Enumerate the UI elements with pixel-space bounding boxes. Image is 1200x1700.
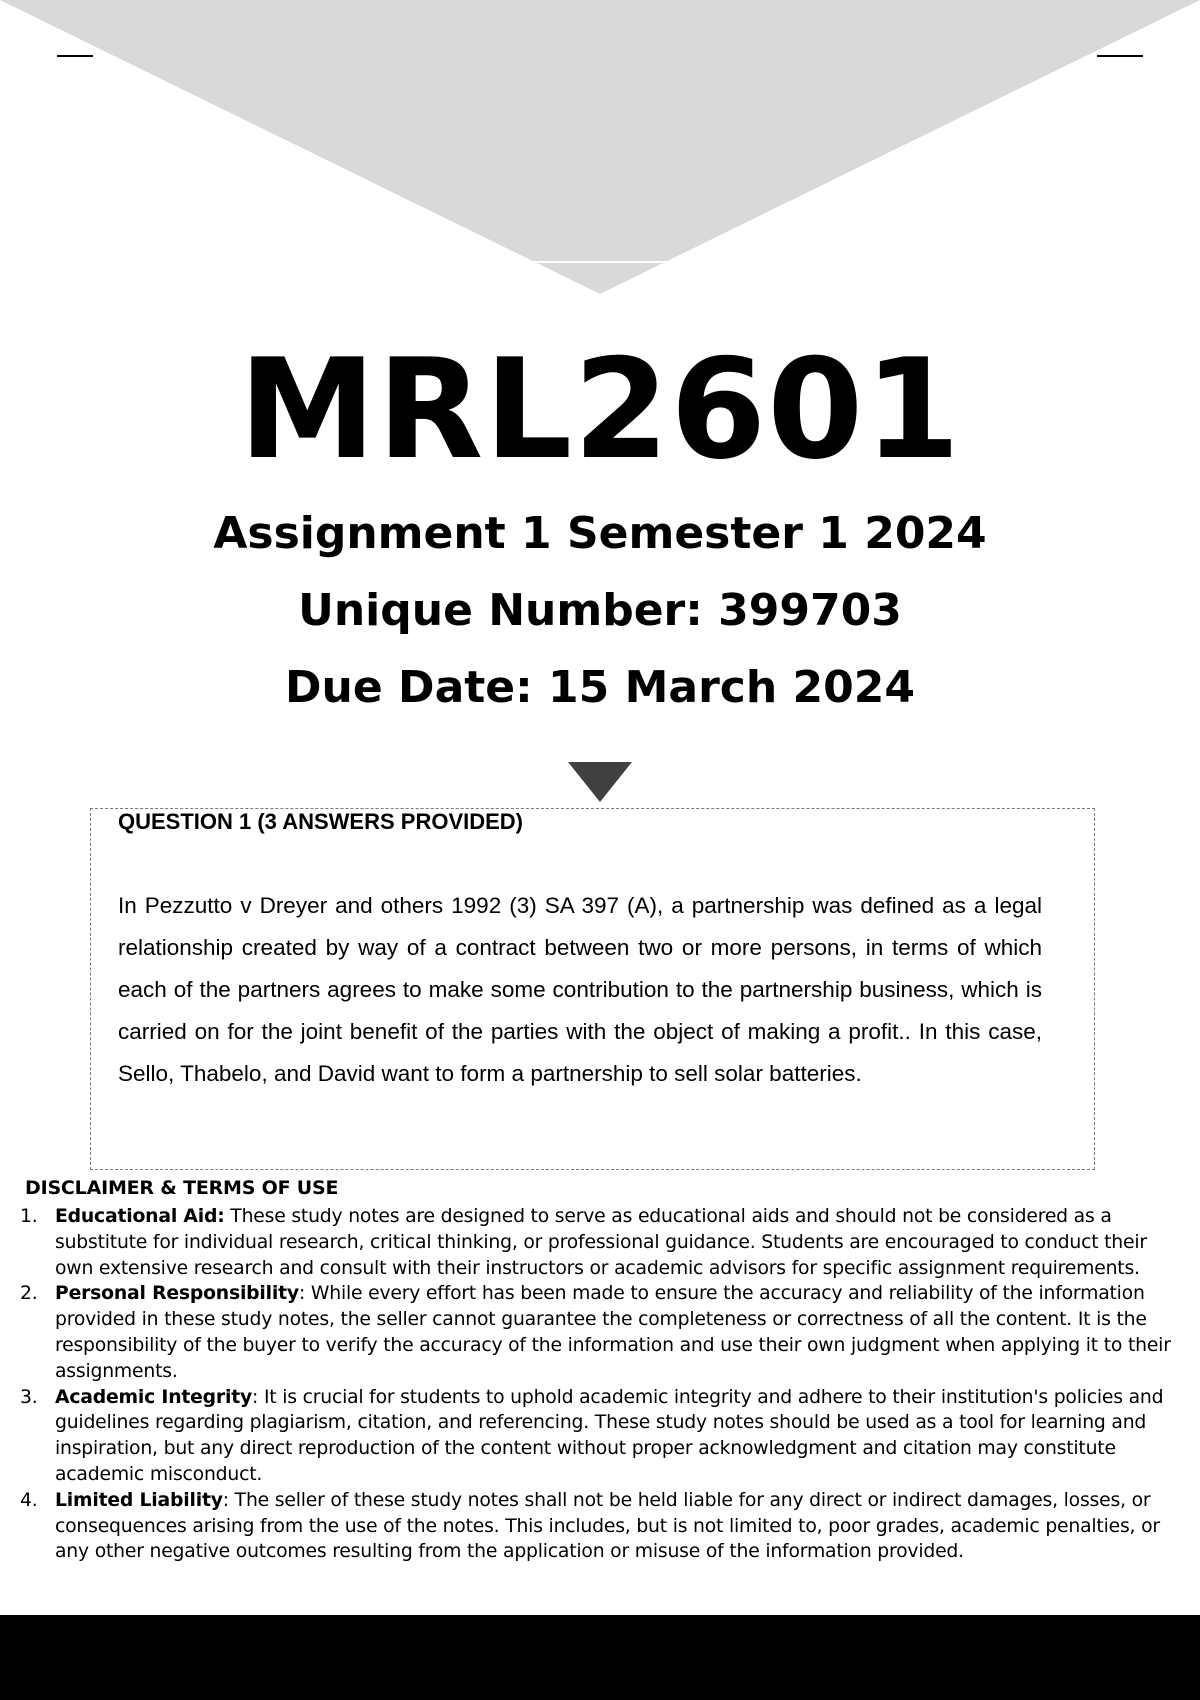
disclaimer-title: DISCLAIMER & TERMS OF USE bbox=[25, 1177, 339, 1199]
banner-chevron bbox=[0, 0, 1200, 294]
unique-number: Unique Number: 399703 bbox=[298, 585, 902, 636]
header-rule-left bbox=[57, 55, 93, 57]
assignment-title: Assignment 1 Semester 1 2024 bbox=[213, 508, 987, 559]
disclaimer-item-term: Personal Responsibility bbox=[55, 1283, 299, 1305]
disclaimer-item bbox=[0, 1204, 1190, 1281]
course-code-title: MRL2601 bbox=[238, 329, 962, 490]
question-body: In Pezzutto v Dreyer and others 1992 (3) SA 397 (A), a partnership was defined as a legal relationship created by way of a contract between two or more persons, in terms of which each of the partners agrees to make some contribution to the partnership business, which is carried on for the joint benefit of the parties with the object of making a profit.. In this case, Sello, Thabelo, and David want to form a partnership to sell solar batteries. bbox=[118, 893, 1042, 1086]
disclaimer-item-term: Limited Liability bbox=[55, 1489, 223, 1511]
disclaimer-item-term: Academic Integrity bbox=[55, 1386, 253, 1408]
disclaimer-item bbox=[0, 1281, 1190, 1384]
due-date: Due Date: 15 March 2024 bbox=[285, 662, 915, 713]
disclaimer-item-text: : While every effort has been made to ensure the accuracy and reliability of the information provided in these study notes, the seller cannot guarantee the completeness or correctness of all the content. It is the responsibility of the buyer to verify the accuracy of the information and use their own judgment when applying it to their assignments. bbox=[55, 1283, 1171, 1382]
disclaimer-item bbox=[0, 1488, 1190, 1565]
header-rule-right bbox=[1097, 55, 1143, 57]
disclaimer-item-term: Educational Aid: bbox=[55, 1206, 225, 1227]
question-heading: QUESTION 1 (3 ANSWERS PROVIDED) bbox=[118, 809, 524, 834]
disclaimer-item-number: 1. bbox=[20, 1206, 38, 1227]
disclaimer-item-number: 4. bbox=[20, 1489, 38, 1511]
disclaimer-item-text: : It is crucial for students to uphold academic integrity and adhere to their institution's policies and guidelines regarding plagiarism, citation, and referencing. These study notes should be used as a tool for learning and inspiration, but any direct reproduction of the content without proper acknowledgment and citation may constitute academic misconduct. bbox=[55, 1386, 1164, 1485]
disclaimer-item bbox=[0, 1385, 1190, 1488]
footer-bar bbox=[0, 1615, 1200, 1700]
header-banner bbox=[0, 0, 1200, 300]
disclaimer-item-number: 2. bbox=[20, 1283, 38, 1305]
down-arrow-icon bbox=[568, 762, 632, 802]
disclaimer-item-text: These study notes are designed to serve as educational aids and should not be considered as a substitute for individual research, critical thinking, or professional guidance. Students are encouraged to conduct their own extensive research and consult with their instructors or academic advisors for specific assignment requirements. bbox=[55, 1206, 1147, 1279]
disclaimer-item-text: : The seller of these study notes shall not be held liable for any direct or indirect damages, losses, or consequences arising from the use of the notes. This includes, but is not limited to, poor grades, academic penalties, or any other negative outcomes resulting from the application or misuse of the information provided. bbox=[55, 1489, 1160, 1563]
disclaimer-item-number: 3. bbox=[20, 1386, 38, 1408]
disclaimer-list bbox=[0, 1204, 1190, 1565]
